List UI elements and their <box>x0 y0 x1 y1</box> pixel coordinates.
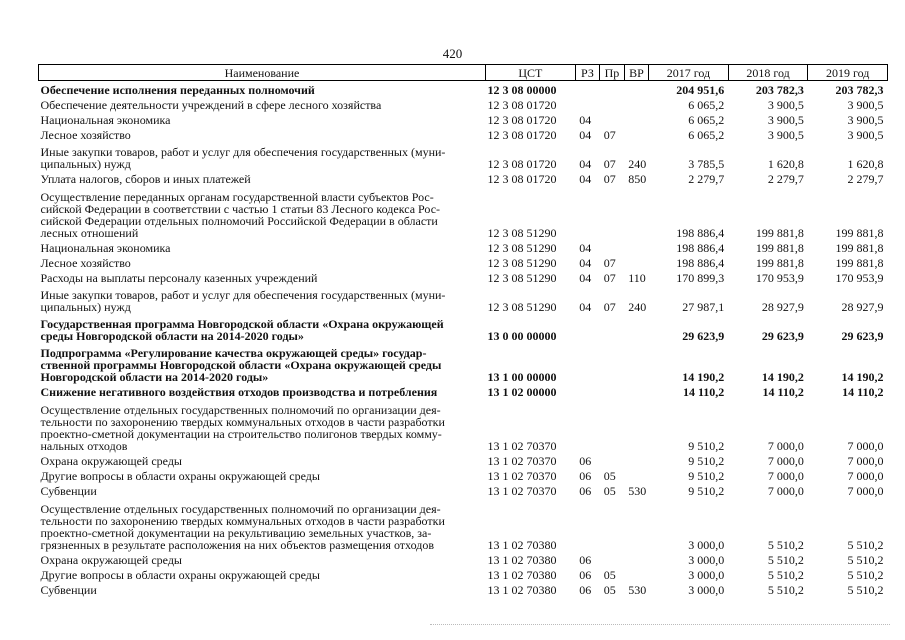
cell-cst: 13 1 02 70370 <box>487 454 557 468</box>
table-row <box>39 342 888 383</box>
cell-pr <box>600 239 624 254</box>
cell-2019: 29 623,9 <box>841 329 884 343</box>
cell-vr: 110 <box>628 271 646 285</box>
cell-2017: 9 510,2 <box>688 439 725 453</box>
cell-2017: 170 899,3 <box>676 271 725 285</box>
table-row <box>39 170 888 185</box>
cell-pr: 05 <box>603 469 616 483</box>
cell-2019: 7 000,0 <box>847 439 884 453</box>
table-row <box>39 398 888 452</box>
cell-2019: 199 881,8 <box>835 241 884 255</box>
header-2017: 2017 год <box>649 65 729 81</box>
cell-name: Иные закупки товаров, работ и услуг для обеспечения государственных (муни- ципальных) нужд <box>40 145 446 171</box>
cell-2017: 6 065,2 <box>688 113 725 127</box>
cell-rz <box>575 398 599 452</box>
table-row <box>39 497 888 551</box>
cell-2018: 1 620,8 <box>767 157 804 171</box>
table-row <box>39 467 888 482</box>
cell-rz <box>575 313 599 342</box>
cell-vr <box>624 254 648 269</box>
cell-name: Субвенции <box>40 583 97 597</box>
cell-2017: 6 065,2 <box>688 128 725 142</box>
cell-vr <box>624 126 648 141</box>
cell-name: Осуществление переданных органам государственной власти субъектов Рос- сийской Федерации в соответствии с частью 1 статьи 83 Лесного кодекса Рос- сийской Федерации отдельных полномочий Российской Федерации в области лесных отношений <box>40 190 441 240</box>
cell-2017: 3 785,5 <box>688 157 725 171</box>
table-row <box>39 566 888 581</box>
cell-2017: 198 886,4 <box>676 241 725 255</box>
table-header <box>39 65 888 81</box>
cell-vr <box>624 452 648 467</box>
table-row <box>39 126 888 141</box>
cell-cst: 13 1 02 70370 <box>487 484 557 498</box>
cell-name: Государственная программа Новгородской области «Охрана окружающей среды Новгородской области на 2014-2020 годы» <box>40 317 444 343</box>
cell-rz: 06 <box>579 484 592 498</box>
cell-pr <box>600 383 624 398</box>
cell-2017: 198 886,4 <box>676 226 725 240</box>
cell-rz <box>575 383 599 398</box>
cell-name: Обеспечение деятельности учреждений в сфере лесного хозяйства <box>40 98 382 112</box>
cell-2018: 199 881,8 <box>755 256 804 270</box>
table-row <box>39 254 888 269</box>
cell-cst: 12 3 08 51290 <box>487 271 557 285</box>
cell-cst: 13 1 02 70380 <box>487 538 557 552</box>
header-2019: 2019 год <box>808 65 888 81</box>
cell-name: Расходы на выплаты персоналу казенных учреждений <box>40 271 318 285</box>
table-row <box>39 482 888 497</box>
cell-2019: 28 927,9 <box>841 300 884 314</box>
cell-pr: 07 <box>603 157 616 171</box>
cell-rz: 04 <box>579 271 592 285</box>
cell-2017: 27 987,1 <box>682 300 725 314</box>
cell-name: Другие вопросы в области охраны окружающей среды <box>40 469 320 483</box>
cell-2017: 9 510,2 <box>688 454 725 468</box>
cell-name: Национальная экономика <box>40 113 171 127</box>
cell-pr: 07 <box>603 172 616 186</box>
cell-cst: 12 3 08 51290 <box>487 226 557 240</box>
cell-pr <box>600 313 624 342</box>
budget-table <box>38 64 888 596</box>
cell-vr: 530 <box>628 484 647 498</box>
cell-rz: 04 <box>579 256 592 270</box>
cell-2018: 2 279,7 <box>767 172 804 186</box>
cell-2017: 6 065,2 <box>688 98 725 112</box>
table-row <box>39 284 888 313</box>
cell-name: Охрана окружающей среды <box>40 553 182 567</box>
cell-vr <box>624 96 648 111</box>
cell-name: Осуществление отдельных государственных полномочий по организации дея- тельности по захоронению твердых коммунальных отходов в части разработки проектно-сметной документации на рекультивацию земельных участков, за- грязненных в результате расположения на них объектов размещения отходов <box>40 502 445 552</box>
cell-2017: 14 190,2 <box>682 370 725 384</box>
cell-2017: 9 510,2 <box>688 484 725 498</box>
cell-2018: 3 900,5 <box>767 113 804 127</box>
cell-cst: 12 3 08 51290 <box>487 241 557 255</box>
cell-2018: 14 110,2 <box>762 385 804 399</box>
cell-name: Иные закупки товаров, работ и услуг для обеспечения государственных (муни- ципальных) нужд <box>40 288 446 314</box>
cell-vr <box>624 342 648 383</box>
cell-2017: 3 000,0 <box>688 553 725 567</box>
cell-2019: 14 190,2 <box>841 370 884 384</box>
cell-2018: 7 000,0 <box>767 469 804 483</box>
cell-2017: 3 000,0 <box>688 538 725 552</box>
table-row <box>39 141 888 170</box>
cell-2017: 14 110,2 <box>682 385 725 399</box>
cell-vr: 850 <box>628 172 647 186</box>
cell-name: Обеспечение исполнения переданных полномочий <box>40 83 315 97</box>
cell-pr: 05 <box>603 583 616 597</box>
cell-2019: 199 881,8 <box>835 256 884 270</box>
cell-cst: 12 3 08 01720 <box>487 113 557 127</box>
cell-name: Другие вопросы в области охраны окружающей среды <box>40 568 320 582</box>
cell-2018: 5 510,2 <box>767 568 804 582</box>
cell-2018: 28 927,9 <box>761 300 804 314</box>
cell-cst: 12 3 08 01720 <box>487 128 557 142</box>
cell-pr: 07 <box>603 128 616 142</box>
table-row <box>39 239 888 254</box>
cell-rz <box>575 497 599 551</box>
cell-vr: 530 <box>628 583 647 597</box>
scan-artifact-line <box>430 624 890 627</box>
cell-2019: 5 510,2 <box>847 538 884 552</box>
cell-2018: 170 953,9 <box>755 271 804 285</box>
header-pr: Пр <box>600 65 624 81</box>
cell-vr: 240 <box>628 157 647 171</box>
table-row <box>39 581 888 596</box>
cell-cst: 12 3 08 51290 <box>487 256 557 270</box>
cell-rz: 04 <box>579 157 592 171</box>
cell-vr <box>624 383 648 398</box>
cell-2019: 3 900,5 <box>847 98 884 112</box>
cell-pr <box>600 185 624 239</box>
table-row <box>39 269 888 284</box>
header-cst: ЦСТ <box>485 65 575 81</box>
cell-2019: 1 620,8 <box>847 157 884 171</box>
cell-pr: 07 <box>603 256 616 270</box>
header-vr: ВР <box>624 65 648 81</box>
cell-name: Осуществление отдельных государственных полномочий по организации дея- тельности по захоронению твердых коммунальных отходов в части разработки проектно-сметной документации на строительство полигонов твердых комму- нальных отходов <box>40 403 445 453</box>
cell-2017: 2 279,7 <box>688 172 725 186</box>
cell-vr <box>624 398 648 452</box>
cell-cst: 13 1 00 00000 <box>487 370 557 384</box>
page-number: 420 <box>442 46 463 61</box>
cell-rz: 04 <box>579 241 592 255</box>
cell-rz <box>575 342 599 383</box>
cell-rz: 04 <box>579 172 592 186</box>
cell-2017: 3 000,0 <box>688 568 725 582</box>
cell-2019: 14 110,2 <box>842 385 884 399</box>
cell-vr <box>624 313 648 342</box>
cell-cst: 12 3 08 01720 <box>487 172 557 186</box>
cell-cst: 12 3 08 00000 <box>487 83 557 97</box>
cell-pr: 05 <box>603 484 616 498</box>
cell-rz: 04 <box>579 300 592 314</box>
cell-2018: 199 881,8 <box>755 226 804 240</box>
cell-name: Субвенции <box>40 484 97 498</box>
cell-2019: 199 881,8 <box>835 226 884 240</box>
cell-rz <box>575 81 599 97</box>
cell-vr <box>624 185 648 239</box>
cell-cst: 13 1 02 70370 <box>487 469 557 483</box>
cell-2018: 29 623,9 <box>761 329 804 343</box>
cell-vr: 240 <box>628 300 647 314</box>
header-2018: 2018 год <box>728 65 808 81</box>
cell-cst: 13 1 02 70380 <box>487 568 557 582</box>
table-row <box>39 383 888 398</box>
cell-cst: 13 1 02 70380 <box>487 553 557 567</box>
cell-pr <box>600 497 624 551</box>
cell-2017: 3 000,0 <box>688 583 725 597</box>
cell-2018: 3 900,5 <box>767 128 804 142</box>
cell-2017: 198 886,4 <box>676 256 725 270</box>
cell-vr <box>624 467 648 482</box>
cell-2019: 5 510,2 <box>847 583 884 597</box>
cell-rz: 06 <box>579 469 592 483</box>
cell-pr: 05 <box>603 568 616 582</box>
table-row <box>39 551 888 566</box>
cell-pr <box>600 96 624 111</box>
cell-2019: 3 900,5 <box>847 128 884 142</box>
cell-2019: 7 000,0 <box>847 484 884 498</box>
cell-vr <box>624 551 648 566</box>
cell-2017: 9 510,2 <box>688 469 725 483</box>
cell-2018: 14 190,2 <box>761 370 804 384</box>
table-row <box>39 96 888 111</box>
cell-name: Лесное хозяйство <box>40 256 131 270</box>
cell-name: Национальная экономика <box>40 241 171 255</box>
cell-rz: 06 <box>579 553 592 567</box>
cell-2019: 2 279,7 <box>847 172 884 186</box>
cell-cst: 12 3 08 01720 <box>487 157 557 171</box>
cell-name: Лесное хозяйство <box>40 128 131 142</box>
cell-pr <box>600 81 624 97</box>
cell-rz: 06 <box>579 454 592 468</box>
cell-pr <box>600 111 624 126</box>
cell-pr: 07 <box>603 271 616 285</box>
cell-rz: 04 <box>579 113 592 127</box>
cell-2019: 170 953,9 <box>835 271 884 285</box>
cell-2018: 203 782,3 <box>755 83 804 97</box>
cell-2019: 7 000,0 <box>847 469 884 483</box>
cell-vr <box>624 239 648 254</box>
cell-name: Охрана окружающей среды <box>40 454 182 468</box>
cell-2018: 5 510,2 <box>767 583 804 597</box>
cell-2018: 199 881,8 <box>755 241 804 255</box>
cell-2018: 7 000,0 <box>767 439 804 453</box>
cell-name: Подпрограмма «Регулирование качества окружающей среды» государ- ственной программы Новгородской области «Охрана окружающей среды Новгородской области на 2014-2020 годы» <box>40 346 442 384</box>
cell-2019: 5 510,2 <box>847 553 884 567</box>
cell-vr <box>624 566 648 581</box>
cell-cst: 12 3 08 51290 <box>487 300 557 314</box>
cell-rz: 06 <box>579 583 592 597</box>
cell-cst: 13 1 02 70380 <box>487 583 557 597</box>
cell-cst: 13 1 02 00000 <box>487 385 557 399</box>
cell-2019: 5 510,2 <box>847 568 884 582</box>
cell-cst: 13 0 00 00000 <box>487 329 557 343</box>
cell-rz <box>575 96 599 111</box>
table-row <box>39 81 888 97</box>
cell-2018: 7 000,0 <box>767 454 804 468</box>
cell-rz: 04 <box>579 128 592 142</box>
cell-cst: 12 3 08 01720 <box>487 98 557 112</box>
cell-pr: 07 <box>603 300 616 314</box>
header-name: Наименование <box>39 65 486 81</box>
cell-2018: 7 000,0 <box>767 484 804 498</box>
cell-rz <box>575 185 599 239</box>
cell-2017: 204 951,6 <box>676 83 725 97</box>
table-row <box>39 111 888 126</box>
cell-2019: 7 000,0 <box>847 454 884 468</box>
table-row <box>39 313 888 342</box>
cell-pr <box>600 452 624 467</box>
header-rz: РЗ <box>575 65 599 81</box>
cell-vr <box>624 497 648 551</box>
cell-vr <box>624 111 648 126</box>
cell-pr <box>600 551 624 566</box>
cell-2017: 29 623,9 <box>682 329 725 343</box>
table-row <box>39 452 888 467</box>
cell-rz: 06 <box>579 568 592 582</box>
cell-name: Уплата налогов, сборов и иных платежей <box>40 172 251 186</box>
cell-2019: 3 900,5 <box>847 113 884 127</box>
cell-cst: 13 1 02 70370 <box>487 439 557 453</box>
cell-vr <box>624 81 648 97</box>
cell-pr <box>600 342 624 383</box>
cell-2018: 3 900,5 <box>767 98 804 112</box>
cell-pr <box>600 398 624 452</box>
table-row <box>39 185 888 239</box>
cell-2018: 5 510,2 <box>767 538 804 552</box>
cell-name: Снижение негативного воздействия отходов производства и потребления <box>40 385 438 399</box>
table-body <box>39 81 888 597</box>
cell-2018: 5 510,2 <box>767 553 804 567</box>
cell-2019: 203 782,3 <box>835 83 884 97</box>
